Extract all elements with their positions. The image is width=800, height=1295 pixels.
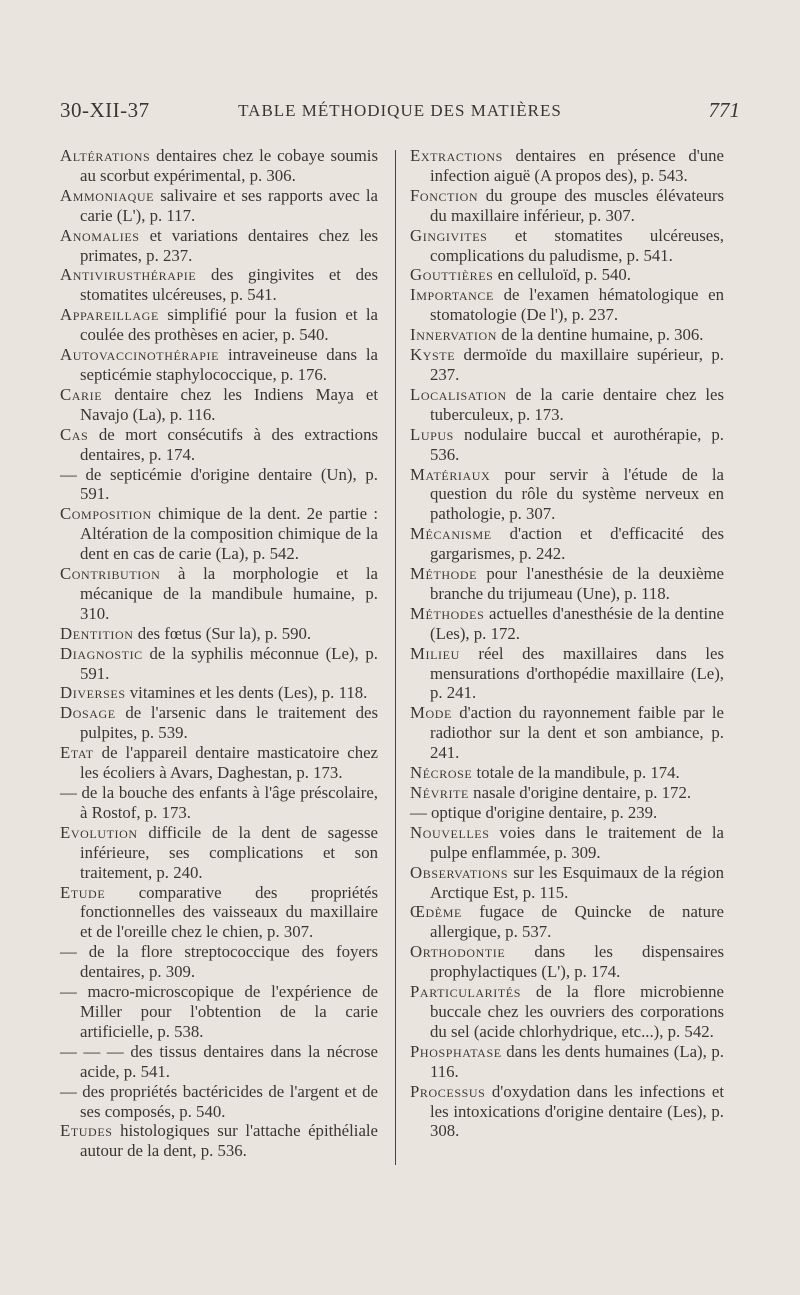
entry-keyword: Etat	[60, 743, 94, 763]
entry-keyword: Diagnostic	[60, 643, 143, 663]
entry-text: à la morphologie et la mécanique de la mandibule humaine, p. 310.	[80, 564, 378, 623]
entry-keyword: Contribution	[60, 564, 161, 584]
entry-text: actuelles d'anesthésie de la dentine (Les), p. 172.	[430, 603, 724, 643]
index-entry	[410, 902, 724, 942]
entry-text: — des propriétés bactéricides de l'argent et de ses composés, p. 540.	[60, 1081, 378, 1121]
entry-text: difficile de la dent de sagesse inférieure, ses complications et son traitement, p. 240.	[80, 822, 378, 882]
entry-keyword: Localisation	[410, 384, 507, 404]
index-entry	[60, 883, 378, 943]
entry-text: — de la flore streptococcique des foyers dentaires, p. 309.	[60, 942, 378, 982]
entry-text: — de septicémie d'origine dentaire (Un), p. 591.	[60, 464, 378, 504]
index-entry	[410, 763, 724, 783]
entry-keyword: Particularités	[410, 982, 522, 1002]
entry-keyword: Altérations	[60, 146, 151, 165]
index-entry	[60, 564, 378, 624]
index-entry	[410, 803, 724, 823]
index-entry	[410, 425, 724, 465]
entry-keyword: Névrite	[410, 783, 469, 802]
entry-text: des gingivites et des stomatites ulcéreuses, p. 541.	[80, 265, 378, 305]
index-entry	[60, 305, 378, 345]
entry-keyword: Milieu	[410, 643, 460, 663]
entry-text: de l'examen hématologique en stomatologie (De l'), p. 237.	[430, 285, 724, 325]
entry-text: pour l'anesthésie de la deuxième branche du trijumeau (Une), p. 118.	[430, 564, 724, 603]
entry-text: comparative des propriétés fonctionnelles des vaisseaux du maxillaire et de l'oreille chez le chien, p. 307.	[80, 882, 378, 942]
entry-keyword: Carie	[60, 384, 103, 404]
entry-text: — optique d'origine dentaire, p. 239.	[410, 802, 658, 822]
entry-keyword: Innervation	[410, 325, 498, 345]
entry-keyword: Mode	[410, 703, 452, 723]
entry-keyword: Méthodes	[410, 603, 485, 623]
entry-keyword: Autovaccinothérapie	[60, 345, 220, 365]
index-entry	[60, 624, 378, 644]
entry-text: de l'appareil dentaire masticatoire chez les écoliers à Avars, Daghestan, p. 173.	[80, 743, 378, 783]
entry-text: d'oxydation dans les infections et les intoxications d'origine dentaire (Les), p. 308.	[430, 1081, 724, 1141]
index-entry	[60, 425, 378, 465]
entry-keyword: Matériaux	[410, 464, 491, 484]
entry-text: de mort consécutifs à des extractions dentaires, p. 174.	[80, 424, 378, 464]
entry-text: — de la bouche des enfants à l'âge préscolaire, à Rostof, p. 173.	[60, 783, 378, 822]
index-entry	[410, 863, 724, 903]
entry-keyword: Gingivites	[410, 225, 488, 245]
entry-text: — — — des tissus dentaires dans la nécrose acide, p. 541.	[60, 1041, 378, 1081]
index-entry	[60, 504, 378, 564]
entry-keyword: Orthodontie	[410, 942, 506, 962]
entry-keyword: Mécanisme	[410, 524, 492, 544]
entry-text: de l'arsenic dans le traitement des pulpites, p. 539.	[80, 703, 378, 743]
entry-text: salivaire et ses rapports avec la carie (L'), p. 117.	[80, 185, 378, 225]
entry-keyword: Diverses	[60, 683, 126, 703]
entry-keyword: Dosage	[60, 703, 116, 723]
entry-keyword: Anomalies	[60, 225, 140, 245]
entry-text: et variations dentaires chez les primates, p. 237.	[80, 225, 378, 265]
index-entry	[60, 465, 378, 505]
entry-text: totale de la mandibule, p. 174.	[472, 763, 680, 783]
index-entry	[60, 345, 378, 385]
index-entry	[60, 982, 378, 1042]
entry-keyword: Evolution	[60, 822, 138, 842]
page-number: 771	[708, 98, 740, 122]
index-entry	[410, 823, 724, 863]
index-entry	[410, 1042, 724, 1082]
entry-text: nasale d'origine dentaire, p. 172.	[468, 783, 692, 802]
entry-text: du groupe des muscles élévateurs du maxillaire inférieur, p. 307.	[430, 185, 724, 225]
entry-keyword: Phosphatase	[410, 1041, 502, 1061]
index-entry	[410, 345, 724, 385]
index-entry	[410, 385, 724, 425]
index-entry	[60, 703, 378, 743]
index-entry	[60, 644, 378, 684]
entry-keyword: Gouttières	[410, 265, 494, 285]
index-entry	[60, 823, 378, 883]
index-entry	[410, 644, 724, 704]
index-entry	[60, 743, 378, 783]
entry-text: réel des maxillaires dans les mensurations d'orthopédie maxillaire (Le), p. 241.	[430, 643, 724, 703]
entry-text: nodulaire buccal et aurothérapie, p. 536.	[430, 424, 724, 464]
index-entry	[60, 1042, 378, 1082]
entry-keyword: Œdème	[410, 902, 462, 922]
entry-keyword: Dentition	[60, 623, 134, 643]
entry-keyword: Méthode	[410, 564, 478, 584]
entry-text: dans les dents humaines (La), p. 116.	[430, 1041, 724, 1081]
entry-text: dans les dispensaires prophylactiques (L'), p. 174.	[430, 942, 724, 982]
entry-keyword: Observations	[410, 862, 509, 882]
entry-text: dentaire chez les Indiens Maya et Navajo (La), p. 116.	[80, 384, 378, 424]
index-entry	[410, 285, 724, 325]
entry-text: de la carie dentaire chez les tuberculeux, p. 173.	[430, 384, 724, 424]
entry-keyword: Etude	[60, 882, 106, 902]
index-entry	[410, 1082, 724, 1142]
entry-keyword: Ammoniaque	[60, 185, 155, 205]
entry-text: d'action du rayonnement faible par le radiothor sur la dent et son ambiance, p. 241.	[430, 703, 724, 763]
index-entry	[410, 325, 724, 345]
index-entry	[410, 265, 724, 285]
index-entry	[60, 683, 378, 703]
entry-text: vitamines et les dents (Les), p. 118.	[125, 683, 368, 703]
entry-keyword: Etudes	[60, 1121, 113, 1141]
index-entry	[410, 604, 724, 644]
index-entry	[410, 186, 724, 226]
entry-text: dentaires en présence d'une infection aiguë (A propos des), p. 543.	[430, 146, 724, 185]
entry-keyword: Appareillage	[60, 305, 159, 325]
index-entry	[410, 982, 724, 1042]
index-entry	[60, 265, 378, 305]
entry-text: de la syphilis méconnue (Le), p. 591.	[80, 643, 378, 683]
header-title: TABLE MÉTHODIQUE DES MATIÈRES	[238, 101, 562, 120]
entry-text: pour servir à l'étude de la question du rôle du système nerveux en pathologie, p. 307.	[430, 464, 724, 524]
entry-keyword: Kyste	[410, 345, 456, 365]
index-entry	[410, 146, 724, 186]
entry-keyword: Extractions	[410, 146, 503, 165]
entry-text: histologiques sur l'attache épithéliale autour de la dent, p. 536.	[80, 1121, 378, 1161]
index-entry	[60, 783, 378, 823]
entry-text: et stomatites ulcéreuses, complications du paludisme, p. 541.	[430, 225, 724, 265]
index-entry	[60, 226, 378, 266]
index-entry	[60, 385, 378, 425]
header-date: 30-XII-37	[60, 98, 150, 122]
entry-text: de la dentine humaine, p. 306.	[497, 325, 704, 345]
entry-keyword: Nouvelles	[410, 822, 490, 842]
entry-keyword: Composition	[60, 504, 152, 524]
index-entry	[410, 703, 724, 763]
index-entry	[410, 942, 724, 982]
entry-text: dentaires chez le cobaye soumis au scorbut expérimental, p. 306.	[80, 146, 378, 185]
entry-text: chimique de la dent. 2e partie : Altération de la composition chimique de la dent en cas de carie (La), p. 542.	[80, 504, 378, 564]
entry-text: en celluloïd, p. 540.	[493, 265, 631, 285]
entry-text: sur les Esquimaux de la région Arctique Est, p. 115.	[430, 862, 724, 902]
index-entry	[60, 186, 378, 226]
entry-text: — macro-microscopique de l'expérience de Miller pour l'obtention de la carie artificielle, p. 538.	[60, 982, 378, 1041]
index-entry	[410, 564, 724, 604]
index-entry	[60, 146, 378, 186]
entry-text: des fœtus (Sur la), p. 590.	[133, 623, 312, 643]
column-divider	[395, 150, 396, 1165]
entry-text: simplifié pour la fusion et la coulée des prothèses en acier, p. 540.	[80, 305, 378, 345]
index-entry	[410, 226, 724, 266]
index-entry	[410, 465, 724, 525]
entry-keyword: Processus	[410, 1081, 486, 1101]
entry-keyword: Fonction	[410, 185, 479, 205]
entry-text: intraveineuse dans la septicémie staphylococcique, p. 176.	[80, 345, 378, 384]
left-column	[60, 146, 378, 1161]
index-entry	[60, 942, 378, 982]
entry-text: fugace de Quincke de nature allergique, p. 537.	[430, 902, 724, 942]
entry-keyword: Antivirusthérapie	[60, 265, 197, 285]
entry-text: dermoïde du maxillaire supérieur, p. 237.	[430, 345, 724, 384]
page-header	[60, 98, 740, 128]
entry-keyword: Cas	[60, 424, 89, 444]
entry-keyword: Importance	[410, 285, 494, 305]
entry-text: d'action et d'efficacité des gargarismes, p. 242.	[430, 524, 724, 564]
entry-text: voies dans le traitement de la pulpe enflammée, p. 309.	[430, 822, 724, 862]
index-entry	[60, 1121, 378, 1161]
index-entry	[60, 1082, 378, 1122]
entry-text: de la flore microbienne buccale chez les ouvriers des corporations du sel (acide chlorhydrique, etc...), p. 542.	[430, 982, 724, 1041]
entry-keyword: Nécrose	[410, 763, 473, 783]
index-entry	[410, 783, 724, 803]
right-column	[410, 146, 724, 1141]
entry-keyword: Lupus	[410, 424, 454, 444]
index-entry	[410, 524, 724, 564]
